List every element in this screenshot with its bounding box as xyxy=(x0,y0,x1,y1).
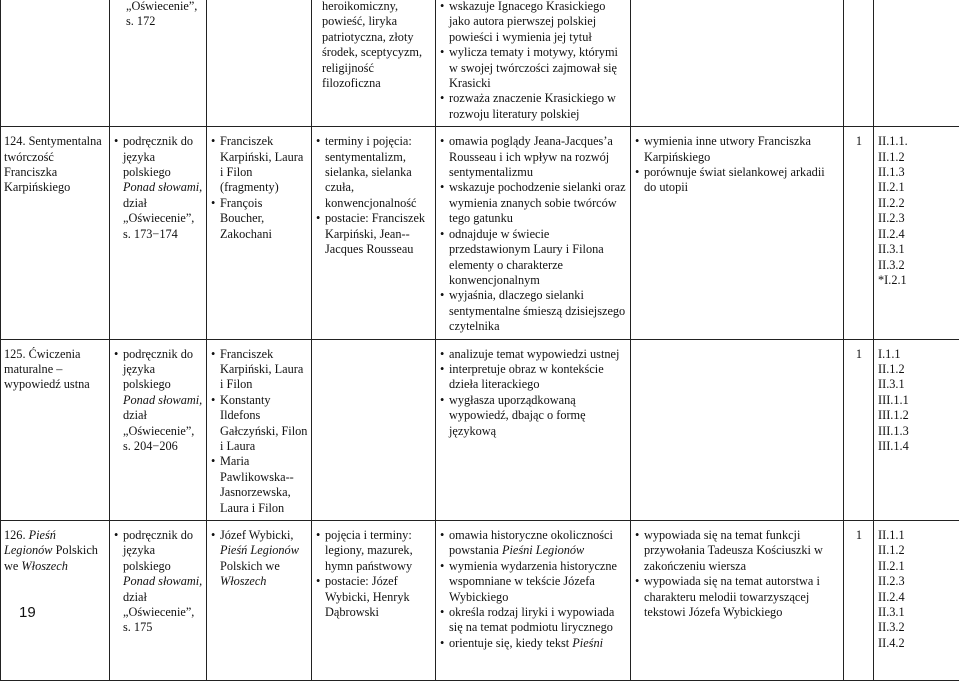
extended-req-item: • porównuje świat sielankowej arkadii do utopii xyxy=(635,165,840,196)
textbook-line: s. 172 xyxy=(126,14,203,29)
req-code: II.2.3 xyxy=(878,211,956,226)
topic-title: 124. Sentymentalna twórczość Franciszka Karpińskiego xyxy=(4,134,102,194)
textbook-line: „Oświecenie”, xyxy=(114,605,203,620)
basic-req-item: • wylicza tematy i motywy, którymi w swojej twórczości zajmował się Krasicki xyxy=(440,45,627,91)
req-code: II.3.2 xyxy=(878,258,956,273)
textbook-line: języka polskiego xyxy=(114,362,203,393)
texts-cell xyxy=(207,0,312,127)
req-code: II.4.2 xyxy=(878,636,956,651)
req-code: II.2.3 xyxy=(878,574,956,589)
core-curriculum-cell xyxy=(874,127,959,339)
basic-reqs-cell xyxy=(436,127,631,339)
core-curriculum-cell xyxy=(874,0,959,127)
textbook-cell xyxy=(110,339,207,520)
textbook-line: „Oświecenie”, xyxy=(114,211,203,226)
hours-cell xyxy=(844,339,874,520)
text-item: • Maria Pawlikowska--Jasnorzewska, Laura i Filon xyxy=(211,454,308,516)
basic-reqs-cell xyxy=(436,0,631,127)
text-item: • Konstanty Ildefons Gałczyński, Filon i Laura xyxy=(211,393,308,455)
req-code: II.1.2 xyxy=(878,543,956,558)
textbook-line: Ponad słowami, xyxy=(114,574,203,589)
textbook-line: języka polskiego xyxy=(114,543,203,574)
text-item: • Franciszek Karpiński, Laura i Filon xyxy=(211,347,308,393)
basic-req-item: • wskazuje Ignacego Krasickiego jako autora pierwszej polskiej powieści i wymienia jej tytuł xyxy=(440,0,627,45)
terms-cell xyxy=(312,521,436,681)
req-code: II.2.1 xyxy=(878,559,956,574)
texts-cell xyxy=(207,521,312,681)
req-code: III.1.3 xyxy=(878,424,956,439)
extended-reqs-cell xyxy=(631,339,844,520)
textbook-cell xyxy=(110,127,207,339)
textbook-line: Ponad słowami, xyxy=(114,180,203,195)
extended-reqs-cell xyxy=(631,127,844,339)
terms-text: heroikomiczny, powieść, liryka patriotyczna, złoty środek, sceptycyzm, religijność filozoficzna xyxy=(322,0,422,90)
text-item: • Franciszek Karpiński, Laura i Filon (fragmenty) xyxy=(211,134,308,196)
basic-req-item: • wskazuje pochodzenie sielanki oraz wymienia znanych sobie twórców tego gatunku xyxy=(440,180,627,226)
table-row xyxy=(1,127,959,339)
table-row xyxy=(1,339,959,520)
textbook-line: Ponad słowami, xyxy=(114,393,203,408)
topic-title: 126. Pieśń Legionów Polskich we Włoszech xyxy=(4,528,98,573)
req-code: III.1.4 xyxy=(878,439,956,454)
basic-req-item: • analizuje temat wypowiedzi ustnej xyxy=(440,347,627,362)
terms-cell xyxy=(312,0,436,127)
textbook-line: „Oświecenie”, xyxy=(114,424,203,439)
terms-item: • postacie: Józef Wybicki, Henryk Dąbrowski xyxy=(316,574,432,620)
terms-item: • postacie: Franciszek Karpiński, Jean--Jacques Rousseau xyxy=(316,211,432,257)
textbook-cell xyxy=(110,521,207,681)
extended-req-item: • wypowiada się na temat funkcji przywołania Tadeusza Kościuszki w zakończeniu wiersza xyxy=(635,528,840,574)
topic-title: 125. Ćwiczenia maturalne – wypowiedź ustna xyxy=(4,347,90,392)
text-item: • Józef Wybicki, Pieśń Legionów Polskich we Włoszech xyxy=(211,528,308,590)
req-code: I.1.1 xyxy=(878,347,956,362)
req-code: *I.2.1 xyxy=(878,273,956,288)
req-code: II.3.1 xyxy=(878,377,956,392)
extended-reqs-cell xyxy=(631,0,844,127)
textbook-line: „Oświecenie”, xyxy=(126,0,203,14)
basic-reqs-cell xyxy=(436,521,631,681)
textbook-line: s. 173−174 xyxy=(114,227,203,242)
core-curriculum-cell xyxy=(874,339,959,520)
page-number: 19 xyxy=(19,605,36,620)
extended-reqs-cell xyxy=(631,521,844,681)
basic-reqs-cell xyxy=(436,339,631,520)
textbook-line: • podręcznik do xyxy=(114,528,203,543)
basic-req-item: • rozważa znaczenie Krasickiego w rozwoju literatury polskiej xyxy=(440,91,627,122)
table-row-continuation xyxy=(1,0,959,127)
req-code: II.1.2 xyxy=(878,362,956,377)
terms-cell xyxy=(312,339,436,520)
req-code: II.2.1 xyxy=(878,180,956,195)
basic-req-item: • interpretuje obraz w kontekście dzieła literackiego xyxy=(440,362,627,393)
terms-item: • terminy i pojęcia: sentymentalizm, sielanka, sielanka czuła, konwencjonalność xyxy=(316,134,432,211)
topic-cell xyxy=(1,0,110,127)
topic-cell xyxy=(1,127,110,339)
hours-value: 1 xyxy=(856,528,862,542)
textbook-line: dział xyxy=(114,196,203,211)
topic-cell xyxy=(1,339,110,520)
textbook-line: • podręcznik do xyxy=(114,347,203,362)
extended-req-item: • wymienia inne utwory Franciszka Karpińskiego xyxy=(635,134,840,165)
basic-req-item: • wygłasza uporządkowaną wypowiedź, dbając o formę językową xyxy=(440,393,627,439)
text-item: • François Boucher, Zakochani xyxy=(211,196,308,242)
hours-cell xyxy=(844,127,874,339)
textbook-line: języka polskiego xyxy=(114,150,203,181)
req-code: II.3.1 xyxy=(878,242,956,257)
basic-req-item: • odnajduje w świecie przedstawionym Laury i Filona elementy o charakterze konwencjonalnym xyxy=(440,227,627,289)
core-curriculum-cell xyxy=(874,521,959,681)
textbook-line: dział xyxy=(114,408,203,423)
basic-req-item: • określa rodzaj liryki i wypowiada się na temat podmiotu lirycznego xyxy=(440,605,627,636)
req-code: II.3.1 xyxy=(878,605,956,620)
req-code: III.1.2 xyxy=(878,408,956,423)
req-code: II.2.2 xyxy=(878,196,956,211)
topic-cell xyxy=(1,521,110,681)
req-code: II.2.4 xyxy=(878,227,956,242)
basic-req-item: • wymienia wydarzenia historyczne wspomniane w tekście Józefa Wybickiego xyxy=(440,559,627,605)
hours-cell xyxy=(844,521,874,681)
extended-req-item: • wypowiada się na temat autorstwa i charakteru melodii towarzyszącej tekstowi Józefa Wybickiego xyxy=(635,574,840,620)
textbook-line: dział xyxy=(114,590,203,605)
req-code: III.1.1 xyxy=(878,393,956,408)
basic-req-item: • orientuje się, kiedy tekst Pieśni xyxy=(440,636,627,651)
terms-item: • pojęcia i terminy: legiony, mazurek, hymn państwowy xyxy=(316,528,432,574)
basic-req-item: • wyjaśnia, dlaczego sielanki sentymentalne śmieszą dzisiejszego czytelnika xyxy=(440,288,627,334)
texts-cell xyxy=(207,127,312,339)
basic-req-item: • omawia historyczne okoliczności powstania Pieśni Legionów xyxy=(440,528,627,559)
req-code: II.3.2 xyxy=(878,620,956,635)
textbook-line: • podręcznik do xyxy=(114,134,203,149)
req-code: II.1.1. xyxy=(878,134,956,149)
textbook-cell xyxy=(110,0,207,127)
texts-cell xyxy=(207,339,312,520)
req-code: II.2.4 xyxy=(878,590,956,605)
terms-cell xyxy=(312,127,436,339)
req-code: II.1.2 xyxy=(878,150,956,165)
hours-value: 1 xyxy=(856,347,862,361)
textbook-line: s. 204−206 xyxy=(114,439,203,454)
hours-cell xyxy=(844,0,874,127)
basic-req-item: • omawia poglądy Jeana-Jacques’a Rousseau i ich wpływ na rozwój sentymentalizmu xyxy=(440,134,627,180)
req-code: II.1.1 xyxy=(878,528,956,543)
table-row xyxy=(1,521,959,681)
hours-value: 1 xyxy=(856,134,862,148)
req-code: II.1.3 xyxy=(878,165,956,180)
textbook-line: s. 175 xyxy=(114,620,203,635)
